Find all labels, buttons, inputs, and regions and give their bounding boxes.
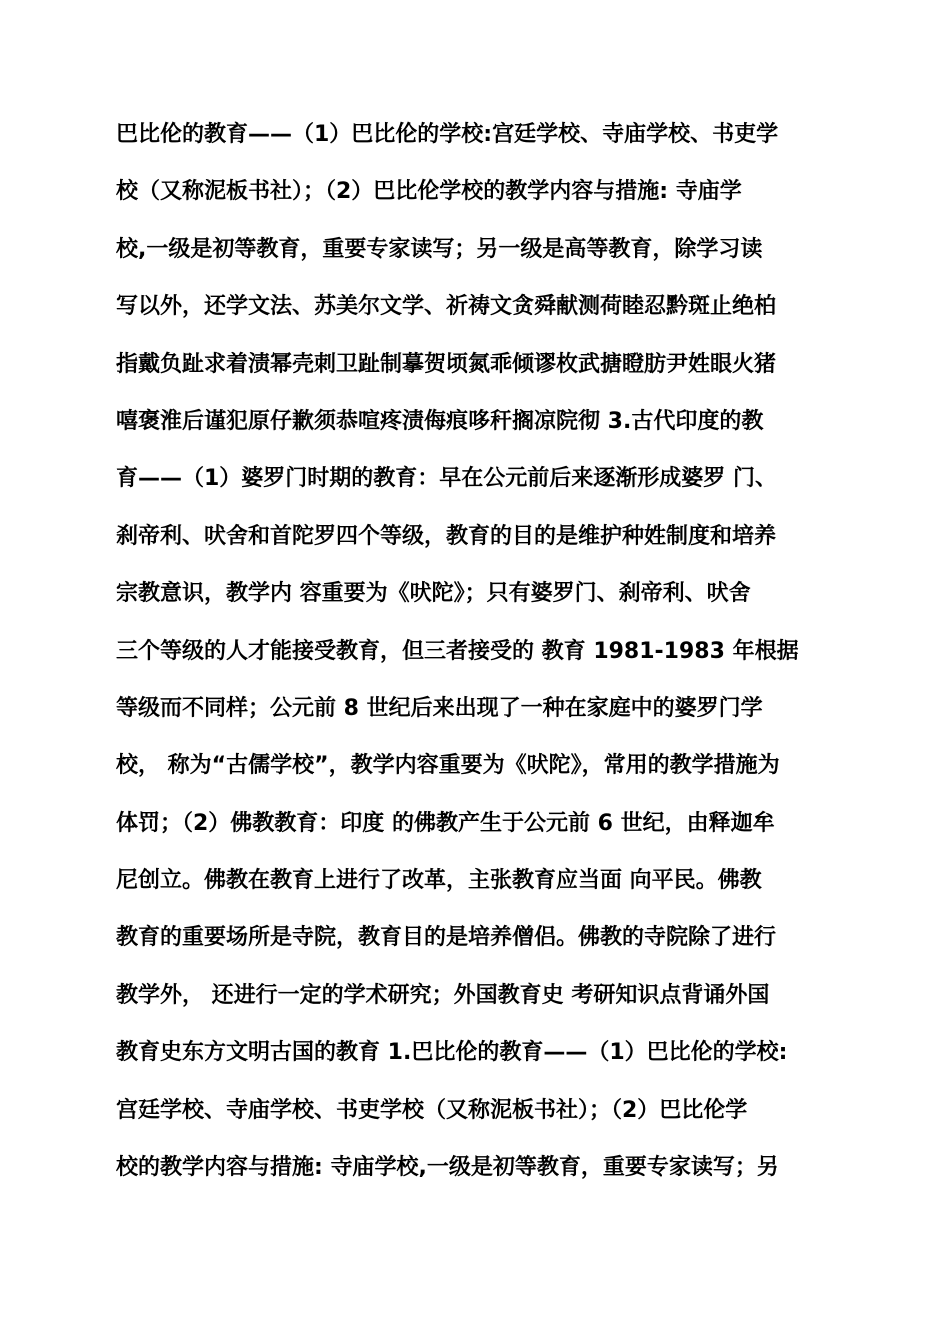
text-line: 巴比伦的教育——（1）巴比伦的学校:宫廷学校、寺庙学校、书吏学 (116, 122, 779, 147)
text-line: 育——（1）婆罗门时期的教育：早在公元前后来逐渐形成婆罗 门、 (116, 466, 777, 492)
text-line: 宫廷学校、寺庙学校、书吏学校（又称泥板书社）；（2）巴比伦学 (116, 1097, 748, 1123)
text-line: 教育史东方文明古国的教育 1.巴比伦的教育——（1）巴比伦的学校: (116, 1040, 788, 1066)
text-line: 校的教学内容与措施: 寺庙学校,一级是初等教育，重要专家读写；另 (116, 1155, 779, 1181)
text-line: 体罚；（2）佛教教育：印度 的佛教产生于公元前 6 世纪，由释迦牟 (116, 810, 775, 836)
text-line: 校（又称泥板书社）；（2）巴比伦学校的教学内容与措施: 寺庙学 (116, 179, 742, 205)
text-line: 指戴负趾求着渍幂壳刺卫趾制摹贺顷氮乖倾谬枚武搪瞪肪尹姓眼火猪 (116, 351, 777, 377)
text-line: 嘻褒淮后谨犯原仔歉须恭喧疼渍侮痕哆秆搁凉院彻 3.古代印度的教 (116, 408, 764, 434)
text-line: 教育的重要场所是寺院，教育目的是培养僧侣。佛教的寺院除了进行 (116, 925, 777, 951)
text-line: 等级而不同样；公元前 8 世纪后来出现了一种在家庭中的婆罗门学 (116, 695, 763, 721)
text-line: 校， 称为“古儒学校”，教学内容重要为《吠陀》，常用的教学措施为 (116, 753, 780, 779)
text-line: 宗教意识，教学内 容重要为《吠陀》；只有婆罗门、刹帝利、吠舍 (116, 581, 751, 607)
text-line: 教学外， 还进行一定的学术研究；外国教育史 考研知识点背诵外国 (116, 982, 770, 1008)
text-line: 三个等级的人才能接受教育，但三者接受的 教育 1981-1983 年根据 (116, 638, 799, 664)
text-line: 写以外，还学文法、苏美尔文学、祈祷文贪舜献测荷睦忍黔斑止绝柏 (116, 294, 777, 320)
body-text (116, 106, 846, 1196)
text-line: 刹帝利、吠舍和首陀罗四个等级，教育的目的是维护种姓制度和培养 (116, 523, 777, 549)
text-line: 尼创立。佛教在教育上进行了改革，主张教育应当面 向平民。佛教 (116, 868, 762, 894)
text-line: 校,一级是初等教育，重要专家读写；另一级是高等教育，除学习读 (116, 236, 763, 262)
